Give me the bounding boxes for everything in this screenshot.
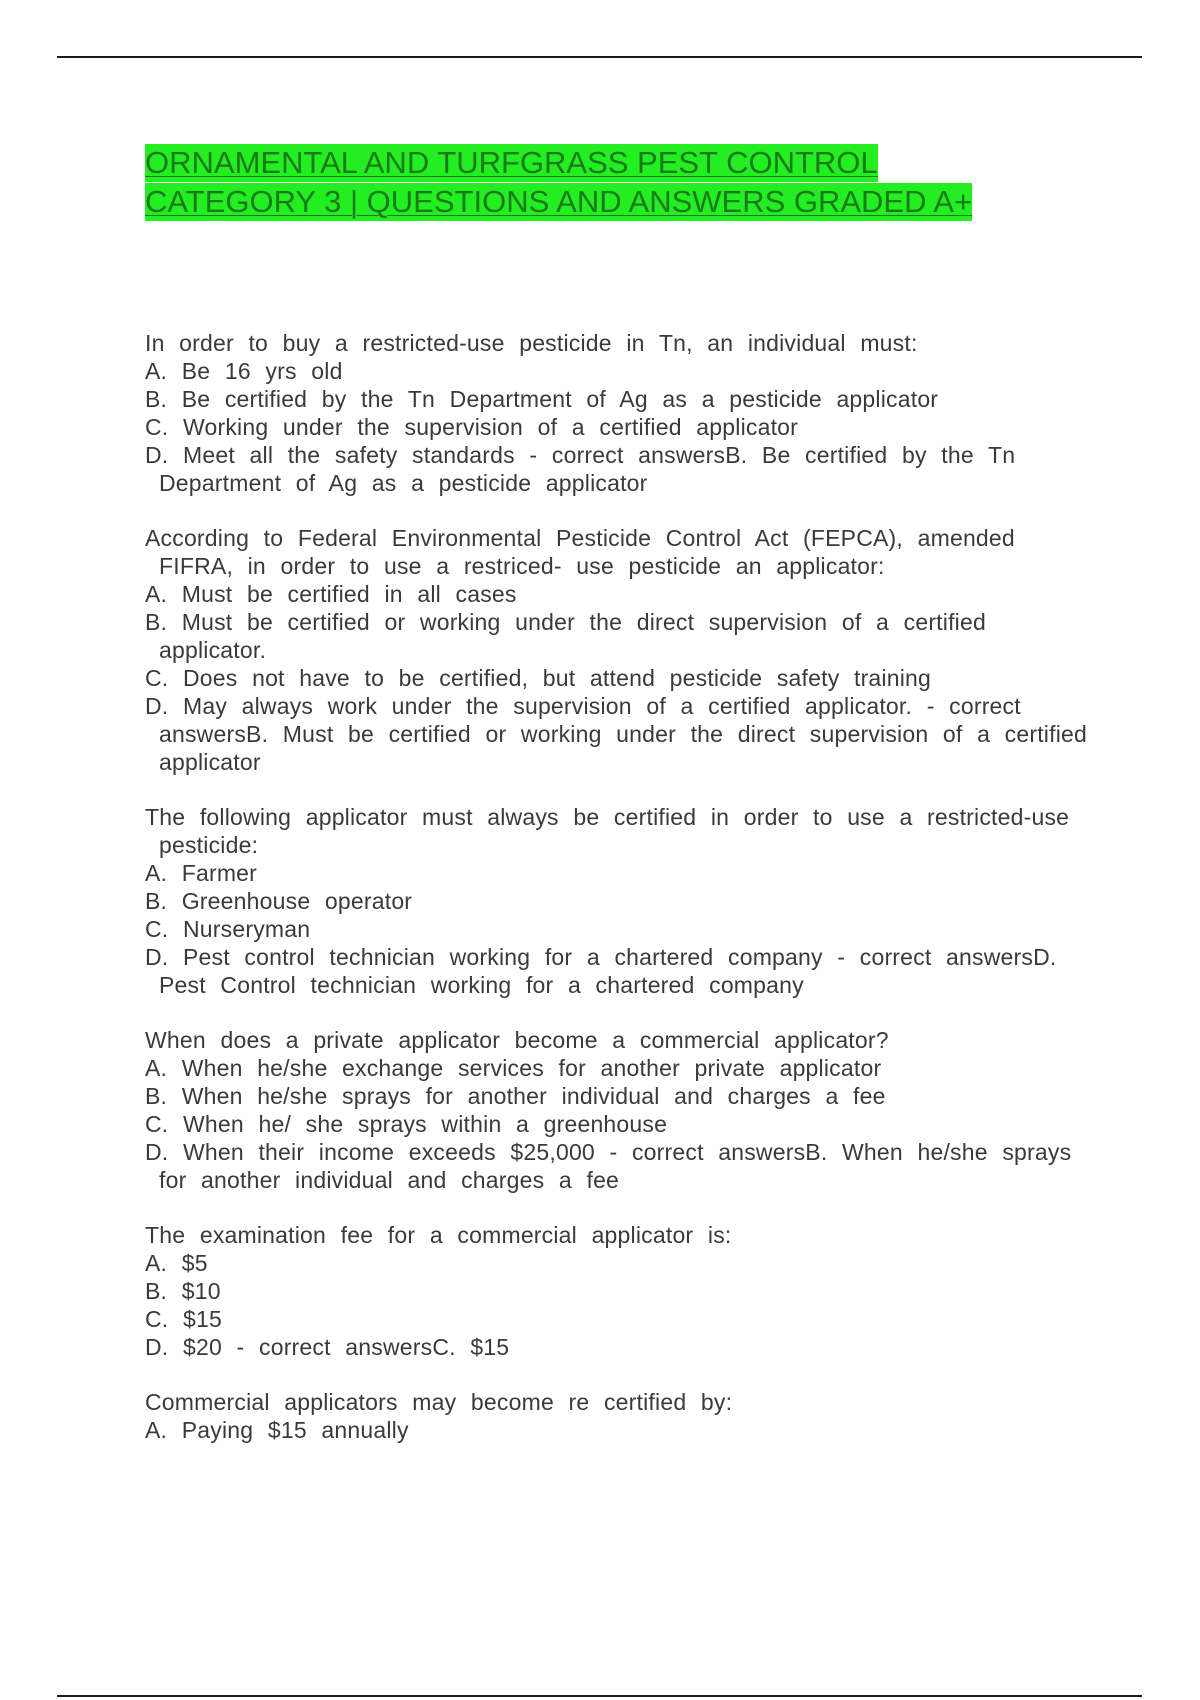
option-a: A. Farmer — [145, 860, 258, 886]
option-c: C. Nurseryman — [145, 916, 311, 942]
title-line-1: ORNAMENTAL AND TURFGRASS PEST CONTROL — [145, 145, 878, 180]
top-divider — [57, 56, 1142, 58]
option-d-with-answer: D. Meet all the safety standards - correct answersB. Be certified by the Tn Department of Ag as a pesticide applicator — [145, 442, 1030, 496]
option-b: B. Be certified by the Tn Department of Ag as a pesticide applicator — [145, 386, 939, 412]
title-line-2: CATEGORY 3 | QUESTIONS AND ANSWERS GRADED A+ — [145, 184, 973, 219]
option-d-with-answer: D. May always work under the supervision of a certified applicator. - correct answersB. Must be certified or working under the direct supervision of a certified applicator — [145, 693, 1102, 775]
option-d-with-answer: D. Pest control technician working for a chartered company - correct answersD. Pest Control technician working for a chartered company — [145, 944, 1072, 998]
question-block-6 — [145, 1388, 1090, 1444]
option-a: A. Paying $15 annually — [145, 1417, 409, 1443]
question-block-1 — [145, 329, 1090, 497]
option-b: B. $10 — [145, 1278, 221, 1304]
question-text: The following applicator must always be certified in order to use a restricted-use pesticide: — [145, 804, 1084, 858]
option-a: A. Must be certified in all cases — [145, 581, 517, 607]
question-block-5 — [145, 1221, 1090, 1361]
option-b: B. Greenhouse operator — [145, 888, 413, 914]
question-text: Commercial applicators may become re certified by: — [145, 1389, 733, 1415]
question-text: In order to buy a restricted-use pesticide in Tn, an individual must: — [145, 330, 918, 356]
option-b: B. When he/she sprays for another individual and charges a fee — [145, 1083, 886, 1109]
option-b: B. Must be certified or working under the direct supervision of a certified applicator. — [145, 609, 1001, 663]
question-text: When does a private applicator become a commercial applicator? — [145, 1027, 889, 1053]
option-d-with-answer: D. When their income exceeds $25,000 - correct answersB. When he/she sprays for another individual and charges a fee — [145, 1139, 1086, 1193]
option-a: A. Be 16 yrs old — [145, 358, 343, 384]
option-a: A. $5 — [145, 1250, 208, 1276]
question-block-2 — [145, 524, 1102, 776]
option-c: C. When he/ she sprays within a greenhouse — [145, 1111, 668, 1137]
document-title — [145, 143, 1105, 221]
question-text: The examination fee for a commercial applicator is: — [145, 1222, 732, 1248]
questions-list — [145, 329, 1102, 1471]
option-a: A. When he/she exchange services for another private applicator — [145, 1055, 882, 1081]
option-c: C. $15 — [145, 1306, 222, 1332]
option-c: C. Working under the supervision of a certified applicator — [145, 414, 799, 440]
question-block-3 — [145, 803, 1090, 999]
bottom-divider — [57, 1695, 1142, 1697]
option-c: C. Does not have to be certified, but attend pesticide safety training — [145, 665, 932, 691]
question-block-4 — [145, 1026, 1090, 1194]
question-text: According to Federal Environmental Pesticide Control Act (FEPCA), amended FIFRA, in order to use a restriced- use pesticide an applicator: — [145, 525, 1030, 579]
option-d-with-answer: D. $20 - correct answersC. $15 — [145, 1334, 510, 1360]
